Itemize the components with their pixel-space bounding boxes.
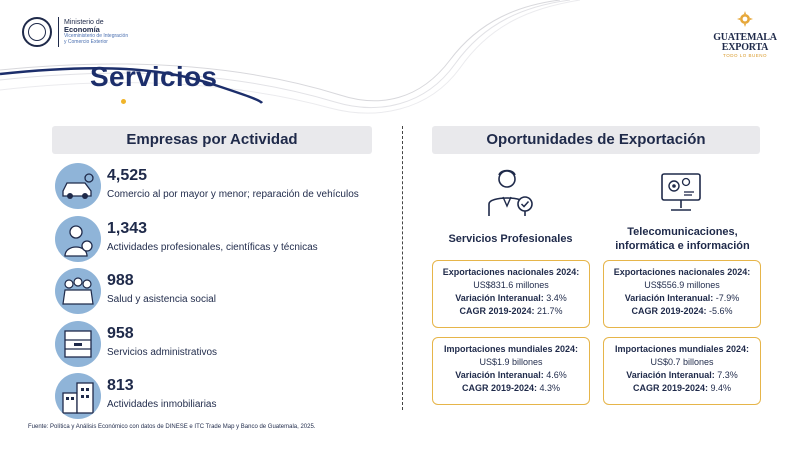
guatemala-seal-icon (22, 17, 52, 47)
activity-count: 813 (107, 377, 134, 394)
source-footnote: Fuente: Política y Análisis Económico con datos de DINESE e ITC Trade Map y Banco de Guatemala, 2025. (28, 424, 316, 430)
brand-line2: EXPORTA (721, 42, 769, 53)
activity-label: Actividades profesionales, científicas y técnicas (107, 242, 318, 253)
title-dot (121, 99, 126, 104)
health-icon (55, 268, 101, 314)
activity-row (55, 321, 395, 369)
activity-count: 1,343 (107, 220, 148, 237)
ministry-line4: y Comercio Exterior (64, 39, 108, 45)
imports-box: Importaciones mundiales 2024: US$0.7 billones Variación Interanual: 7.3% CAGR 2019-2024: 9.4% (603, 337, 761, 405)
activity-row (55, 163, 395, 211)
car-repair-icon (55, 163, 101, 209)
professional-icon (55, 216, 101, 262)
activity-label: Salud y asistencia social (107, 294, 216, 305)
page-title: Servicios (90, 61, 218, 92)
activity-row (55, 216, 395, 264)
imports-box: Importaciones mundiales 2024: US$1.9 billones Variación Interanual: 4.6% CAGR 2019-2024: 4.3% (432, 337, 590, 405)
admin-services-icon (55, 321, 101, 367)
ministry-line1: Ministerio de (64, 19, 104, 26)
activity-row (55, 268, 395, 316)
activity-count: 988 (107, 272, 134, 289)
column-title: Telecomunicaciones, informática e información (615, 226, 750, 252)
ministry-line3: Viceministerio de Integración (64, 33, 129, 39)
left-section-heading: Empresas por Actividad (52, 126, 372, 154)
activity-row (55, 373, 395, 421)
exports-box: Exportaciones nacionales 2024: US$831.6 millones Variación Interanual: 3.4% CAGR 2019-2024: 21.7% (432, 260, 590, 328)
activity-count: 958 (107, 325, 134, 342)
professional-person-icon (483, 166, 539, 218)
activity-label: Servicios administrativos (107, 347, 218, 358)
right-section-heading: Oportunidades de Exportación (432, 126, 760, 154)
brand-tagline: TODO LO BUENO (723, 53, 767, 58)
activity-label: Actividades inmobiliarias (107, 399, 217, 410)
activity-label: Comercio al por mayor y menor; reparación de vehículos (107, 189, 359, 200)
guatemala-exporta-logo (708, 10, 782, 58)
ministry-logo (22, 17, 128, 47)
section-divider (402, 126, 403, 410)
exports-box: Exportaciones nacionales 2024: US$556.9 millones Variación Interanual: -7.9% CAGR 2019-2024: -5.6% (603, 260, 761, 328)
activity-count: 4,525 (107, 167, 148, 184)
sun-emblem-icon (734, 10, 756, 28)
real-estate-icon (55, 373, 101, 419)
brand-line1: GUATEMALA (713, 32, 777, 43)
column-title: Servicios Profesionales (448, 233, 573, 245)
ministry-line2: Economía (64, 25, 100, 34)
computer-gear-icon (656, 166, 706, 216)
